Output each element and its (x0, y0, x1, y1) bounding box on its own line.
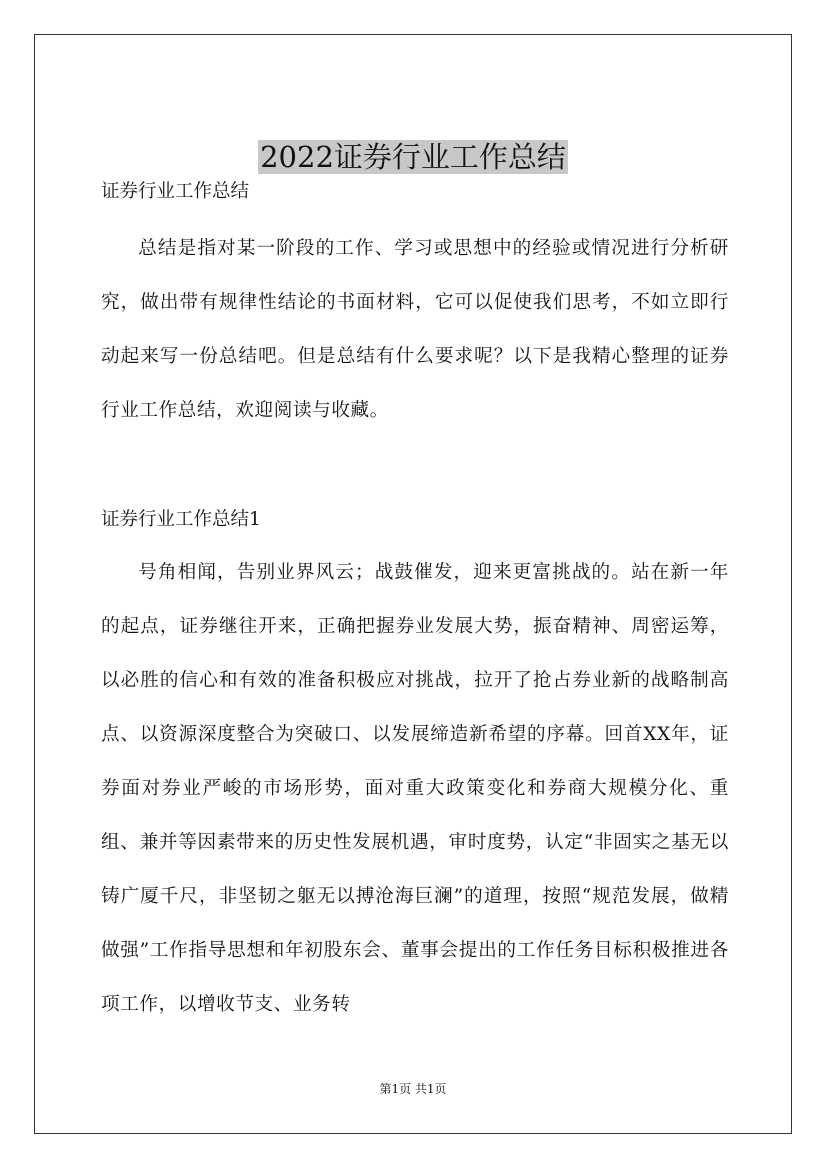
document-page (34, 34, 792, 1134)
intro-paragraph: 总结是指对某一阶段的工作、学习或思想中的经验或情况进行分析研究，做出带有规律性结论的书面材料，它可以促使我们思考，不如立即行动起来写一份总结吧。但是总结有什么要求呢？以下是我精心整理的证券行业工作总结，欢迎阅读与收藏。 (101, 238, 729, 421)
page-footer: 第1页 共1页 (379, 1082, 447, 1096)
document-title (35, 135, 791, 179)
section-heading-1: 证券行业工作总结1 (101, 509, 261, 530)
document-title-text: 2022证券行业工作总结 (260, 140, 566, 174)
document-subtitle: 证券行业工作总结 (101, 181, 250, 202)
section-paragraph-1: 号角相闻，告别业界风云；战鼓催发，迎来更富挑战的。站在新一年的起点，证券继往开来，正确把握券业发展大势，振奋精神、周密运筹，以必胜的信心和有效的准备积极应对挑战，拉开了抢占券业新的战略制高点、以资源深度整合为突破口、以发展缔造新希望的序幕。回首XX年，证券面对券业严峻的市场形势，面对重大政策变化和券商大规模分化、重组、兼并等因素带来的历史性发展机遇，审时度势，认定“非固实之基无以铸广厦千尺，非坚韧之躯无以搏沧海巨澜”的道理，按照“规范发展，做精做强”工作指导思想和年初股东会、董事会提出的工作任务目标积极推进各项工作，以增收节支、业务转 (101, 562, 729, 1015)
